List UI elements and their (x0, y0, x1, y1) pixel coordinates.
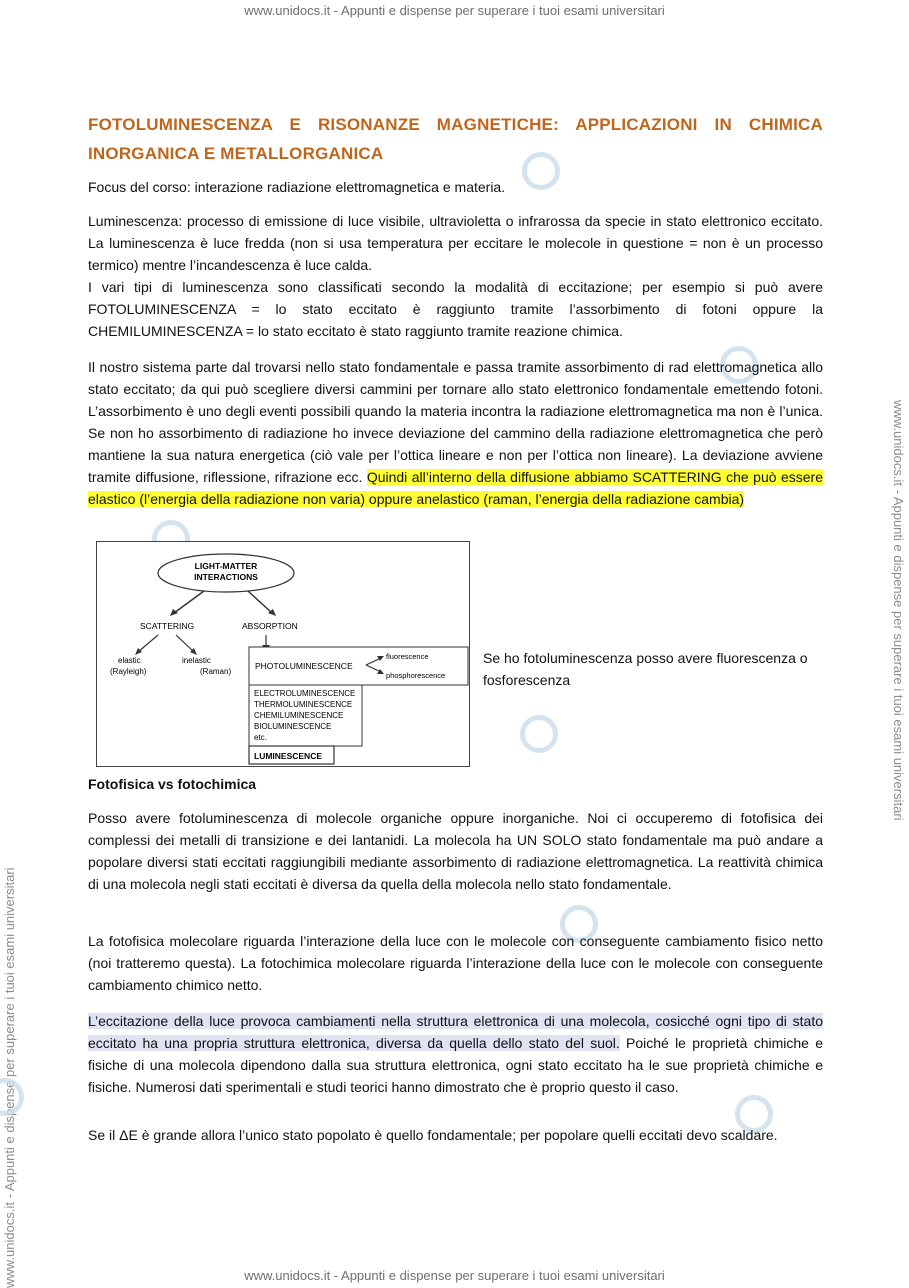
system-paragraph (88, 356, 823, 510)
delta-e-paragraph (88, 1124, 823, 1146)
right-watermark: www.unidocs.it - Appunti e dispense per superare i tuoi esami universitari (891, 400, 906, 821)
side-note: Se ho fotoluminescenza posso avere fluorescenza o fosforescenza (483, 650, 808, 688)
photophysics-text: Posso avere fotoluminescenza di molecole organiche oppure inorganiche. Noi ci occuperemo di fotofisica dei complessi dei metalli di transizione e dei lantanidi. La molecola ha UN SOLO stato fondamentale ma può andare a popolare diversi stati eccitati raggiungibili mediante assorbimento di radiazione elettromagnetica. La reattività chimica di una molecola negli stati eccitati è diversa da quella della molecola nello stato fondamentale. (88, 810, 823, 892)
bioluminescence-label: BIOLUMINESCENCE (254, 722, 332, 731)
light-matter-diagram (96, 541, 470, 767)
excitation-paragraph (88, 1010, 823, 1098)
scattering-highlight: Quindi all’interno della diffusione abbiamo SCATTERING che può essere elastico (l’energia della radiazione non varia) oppure anelastico (raman, l’energia della radiazione cambia) (88, 469, 823, 507)
intro-paragraph (88, 176, 823, 198)
excitation-highlight: L’eccitazione della luce provoca cambiamenti nella struttura elettronica di una molecola, cosicché ogni tipo di stato eccitato ha una propria struttura elettronica, diversa da quella dello stato del suol. (88, 1013, 823, 1051)
focus-text: Focus del corso: interazione radiazione elettromagnetica e materia. (88, 179, 506, 195)
photophysics-paragraph (88, 807, 823, 895)
watermark-logo-icon (520, 715, 558, 753)
excitation-text: Poiché le proprietà chimiche e fisiche di una molecola dipendono dalla sua struttura elettronica, ogni stato eccitato ha le sue proprietà chimiche e fisiche. Numerosi dati sperimentali e studi teorici hanno dimostrato che è proprio questo il caso. (88, 1035, 823, 1095)
photochemistry-paragraph (88, 930, 823, 996)
luminescence-paragraph (88, 210, 823, 342)
root-label-1: LIGHT-MATTER (194, 561, 258, 571)
section-subheading: Fotofisica vs fotochimica (88, 776, 257, 792)
photoluminescence-label: PHOTOLUMINESCENCE (255, 661, 353, 671)
electroluminescence-label: ELECTROLUMINESCENCE (254, 689, 356, 698)
luminescence-label: LUMINESCENCE (254, 751, 323, 761)
watermark-logo-icon (0, 1078, 24, 1116)
raman-label: (Raman) (200, 667, 232, 676)
root-label-2: INTERACTIONS (194, 572, 258, 582)
luminescence-types-text: I vari tipi di luminescenza sono classificati secondo la modalità di eccitazione; per esempio si può avere FOTOLUMINESCENZA = lo stato eccitato è raggiunto tramite l’assorbimento di fotoni oppure la CHEMILUMINESCENZA = lo stato eccitato è stato raggiunto tramite reazione chimica. (88, 279, 823, 339)
luminescence-text: Luminescenza: processo di emissione di luce visibile, ultravioletta o infrarossa da specie in stato elettronico eccitato. La luminescenza è luce fredda (non si usa temperatura per eccitare le molecole in questione = non è un processo termico) mentre l’incandescenza è luce calda. (88, 213, 823, 273)
elastic-label: elastic (118, 656, 141, 665)
footer-watermark: www.unidocs.it - Appunti e dispense per superare i tuoi esami universitari (244, 1268, 665, 1283)
fluorescence-label: fluorescence (386, 652, 429, 661)
absorption-label: ABSORPTION (242, 621, 298, 631)
left-watermark: www.unidocs.it - Appunti e dispense per superare i tuoi esami universitari (2, 867, 17, 1288)
system-text: Il nostro sistema parte dal trovarsi nello stato fondamentale e passa tramite assorbimento di rad elettromagnetica allo stato eccitato; da qui può scegliere diversi cammini per tornare allo stato elettronico fondamentale emettendo fotoni. L’assorbimento è uno degli eventi possibili quando la materia incontra la radiazione elettromagnetica ma non è l’unica. Se non ho assorbimento di radiazione ho invece deviazione del cammino della radiazione elettromagnetica che però mantiene la sua natura energetica (ciò vale per l’ottica lineare e non per l’ottica non lineare). La deviazione avviene tramite diffusione, riflessione, rifrazione ecc. (88, 359, 823, 485)
header-watermark: www.unidocs.it - Appunti e dispense per superare i tuoi esami universitari (244, 3, 665, 18)
delta-e-text: Se il ΔE è grande allora l’unico stato popolato è quello fondamentale; per popolare quelli eccitati devo scaldare. (88, 1127, 778, 1143)
etc-label: etc. (254, 733, 267, 742)
subheading-block (88, 773, 823, 795)
photochemistry-text: La fotofisica molecolare riguarda l’interazione della luce con le molecole con conseguente cambiamento fisico netto (noi tratteremo questa). La fotochimica molecolare riguarda l’interazione della luce con le molecole con conseguente cambiamento chimico netto. (88, 933, 823, 993)
thermoluminescence-label: THERMOLUMINESCENCE (254, 700, 353, 709)
scattering-label: SCATTERING (140, 621, 195, 631)
rayleigh-label: (Rayleigh) (110, 667, 147, 676)
chemiluminescence-label: CHEMILUMINESCENCE (254, 711, 344, 720)
inelastic-label: inelastic (182, 656, 211, 665)
phosphorescence-label: phosphorescence (386, 671, 446, 680)
page-title: FOTOLUMINESCENZA E RISONANZE MAGNETICHE: APPLICAZIONI IN CHIMICA INORGANICA E METALLORGANICA (88, 115, 823, 163)
